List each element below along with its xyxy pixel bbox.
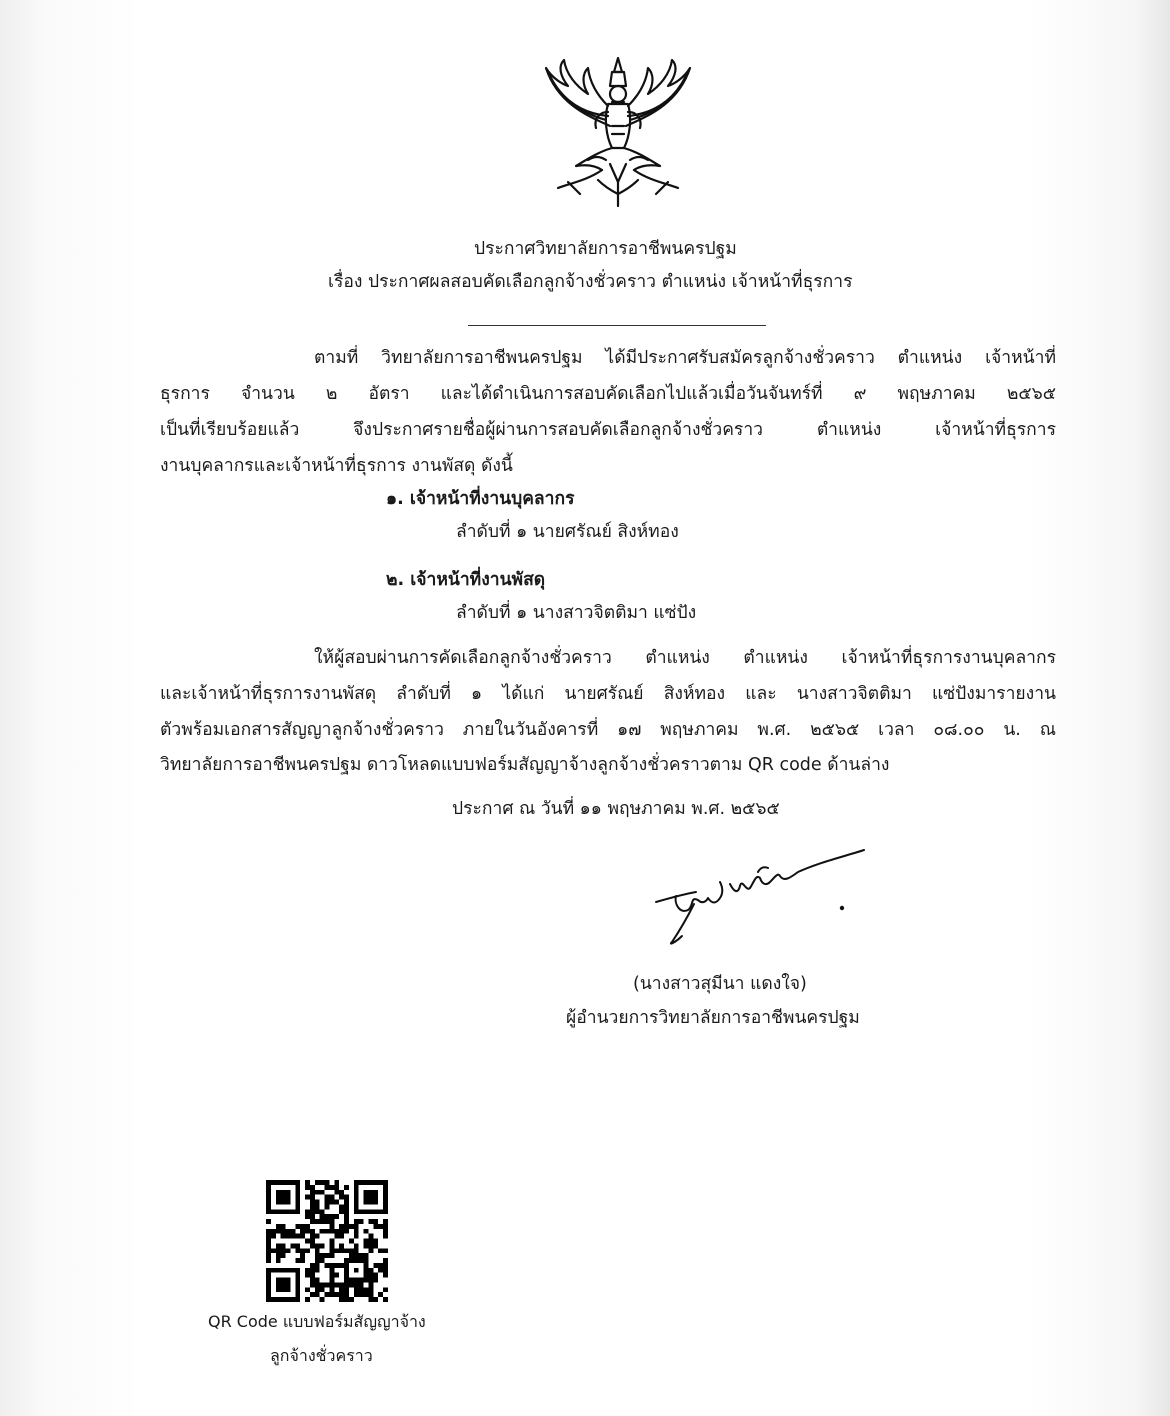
intro-line-4: งานบุคลากรและเจ้าหน้าที่ธุรการ งานพัสดุ ดังนี้ [160, 456, 513, 476]
handwritten-signature [650, 842, 880, 952]
intro-line-3: เป็นที่เรียบร้อยแล้ว จึงประกาศรายชื่อผู้ผ่านการสอบคัดเลือกลูกจ้างชั่วคราว ตำแหน่ง เจ้าหน้าที่ธุรการ [160, 420, 1056, 440]
intro-line-1: ตามที่ วิทยาลัยการอาชีพนครปฐม ได้มีประกาศรับสมัครลูกจ้างชั่วคราว ตำแหน่ง เจ้าหน้าที่ [314, 348, 1056, 368]
announcement-issuer: ประกาศวิทยาลัยการอาชีพนครปฐม [474, 239, 737, 259]
qr-caption-line-2: ลูกจ้างชั่วคราว [270, 1346, 373, 1365]
garuda-emblem-icon [528, 56, 708, 208]
announcement-subject: เรื่อง ประกาศผลสอบคัดเลือกลูกจ้างชั่วคราว ตำแหน่ง เจ้าหน้าที่ธุรการ [328, 272, 853, 292]
position-2-title: ๒. เจ้าหน้าที่งานพัสดุ [386, 570, 546, 590]
qr-caption-line-1: QR Code แบบฟอร์มสัญญาจ้าง [208, 1312, 426, 1331]
position-1-title: ๑. เจ้าหน้าที่งานบุคลากร [386, 489, 575, 509]
heading-divider [468, 325, 766, 326]
position-2-entry: ลำดับที่ ๑ นางสาวจิตติมา แซ่ปัง [456, 603, 697, 623]
qr-code-icon[interactable] [266, 1180, 388, 1302]
signatory-name: (นางสาวสุมีนา แดงใจ) [633, 974, 807, 994]
instruction-line-3: ตัวพร้อมเอกสารสัญญาลูกจ้างชั่วคราว ภายในวันอังคารที่ ๑๗ พฤษภาคม พ.ศ. ๒๕๖๕ เวลา ๐๘.๐๐ น. ณ [160, 720, 1056, 740]
instruction-line-2: และเจ้าหน้าที่ธุรการงานพัสดุ ลำดับที่ ๑ ได้แก่ นายศรัณย์ สิงห์ทอง และ นางสาวจิตติมา แซ่ปังมารายงาน [160, 684, 1056, 704]
instruction-line-1: ให้ผู้สอบผ่านการคัดเลือกลูกจ้างชั่วคราว ตำแหน่ง ตำแหน่ง เจ้าหน้าที่ธุรการงานบุคลากร [314, 648, 1056, 668]
announce-date: ประกาศ ณ วันที่ ๑๑ พฤษภาคม พ.ศ. ๒๕๖๕ [452, 799, 780, 819]
position-1-entry: ลำดับที่ ๑ นายศรัณย์ สิงห์ทอง [456, 522, 679, 542]
signatory-title: ผู้อำนวยการวิทยาลัยการอาชีพนครปฐม [566, 1008, 860, 1028]
intro-line-2: ธุรการ จำนวน ๒ อัตรา และได้ดำเนินการสอบคัดเลือกไปแล้วเมื่อวันจันทร์ที่ ๙ พฤษภาคม ๒๕๖๕ [160, 384, 1056, 404]
instruction-line-4: วิทยาลัยการอาชีพนครปฐม ดาวโหลดแบบฟอร์มสัญญาจ้างลูกจ้างชั่วคราวตาม QR code ด้านล่าง [160, 755, 890, 775]
